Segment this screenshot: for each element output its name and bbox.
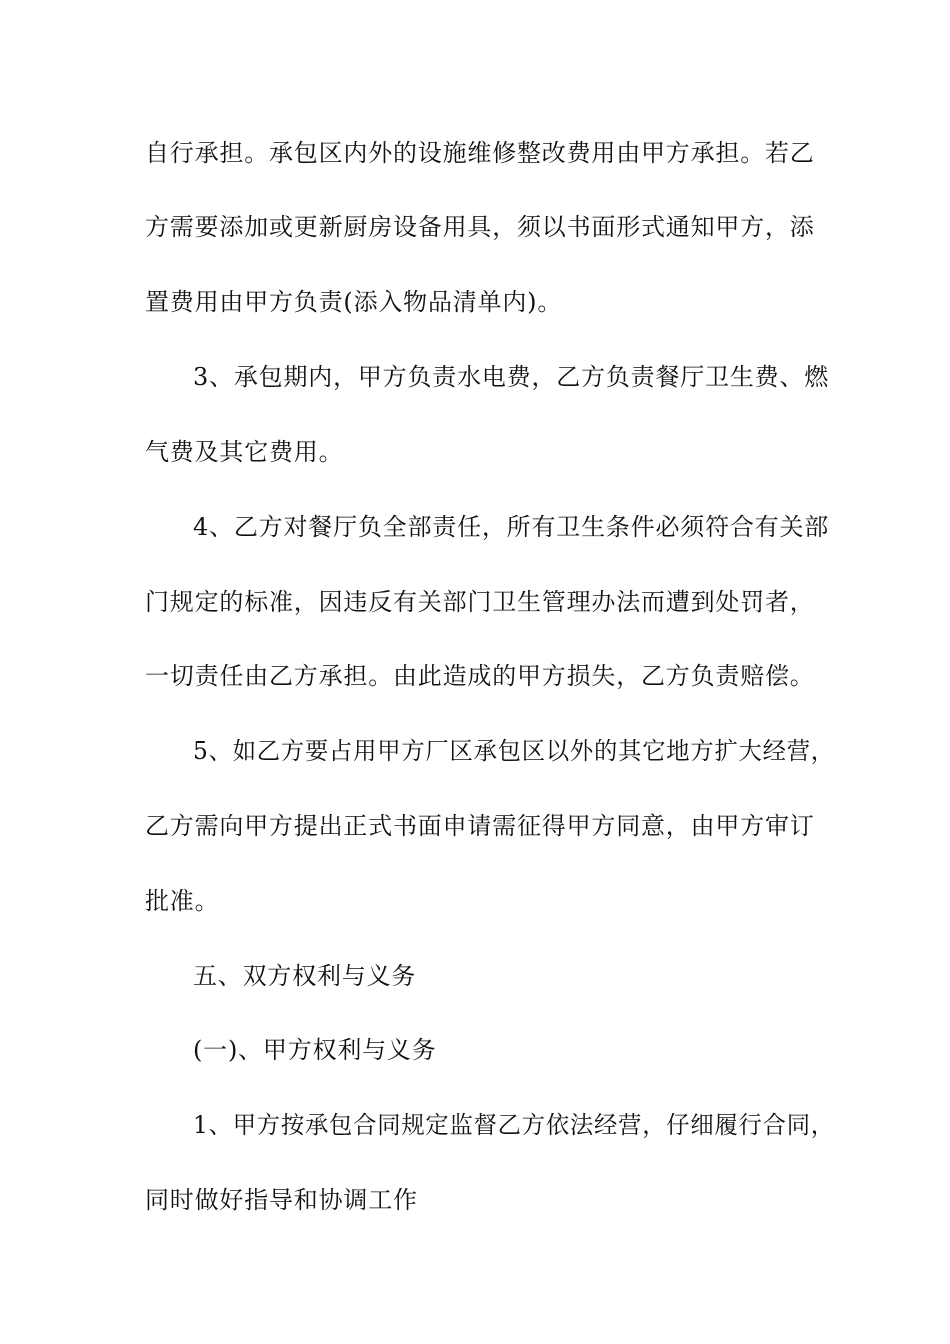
subsection-heading: (一)、甲方权利与义务	[193, 1036, 437, 1064]
text-line: 乙方需向甲方提出正式书面申请需征得甲方同意，由甲方审订	[145, 812, 815, 840]
text-line: 气费及其它费用。	[145, 438, 344, 466]
text-line: 3、承包期内，甲方负责水电费，乙方负责餐厅卫生费、燃	[193, 363, 830, 391]
text-line: 4、乙方对餐厅负全部责任，所有卫生条件必须符合有关部	[193, 513, 830, 541]
text-line: 同时做好指导和协调工作	[145, 1186, 418, 1214]
text-line: 门规定的标准，因违反有关部门卫生管理办法而遭到处罚者，	[145, 588, 815, 616]
section-heading: 五、双方权利与义务	[193, 962, 417, 990]
text-line: 1、甲方按承包合同规定监督乙方依法经营，仔细履行合同，	[193, 1111, 835, 1139]
text-line: 方需要添加或更新厨房设备用具，须以书面形式通知甲方，添	[145, 213, 815, 241]
text-line: 一切责任由乙方承担。由此造成的甲方损失，乙方负责赔偿。	[145, 662, 815, 690]
text-line: 5、如乙方要占用甲方厂区承包区以外的其它地方扩大经营，	[193, 737, 835, 765]
text-line: 自行承担。承包区内外的设施维修整改费用由甲方承担。若乙	[145, 139, 815, 167]
text-line: 置费用由甲方负责(添入物品清单内)。	[145, 288, 563, 316]
text-line: 批准。	[145, 887, 220, 915]
